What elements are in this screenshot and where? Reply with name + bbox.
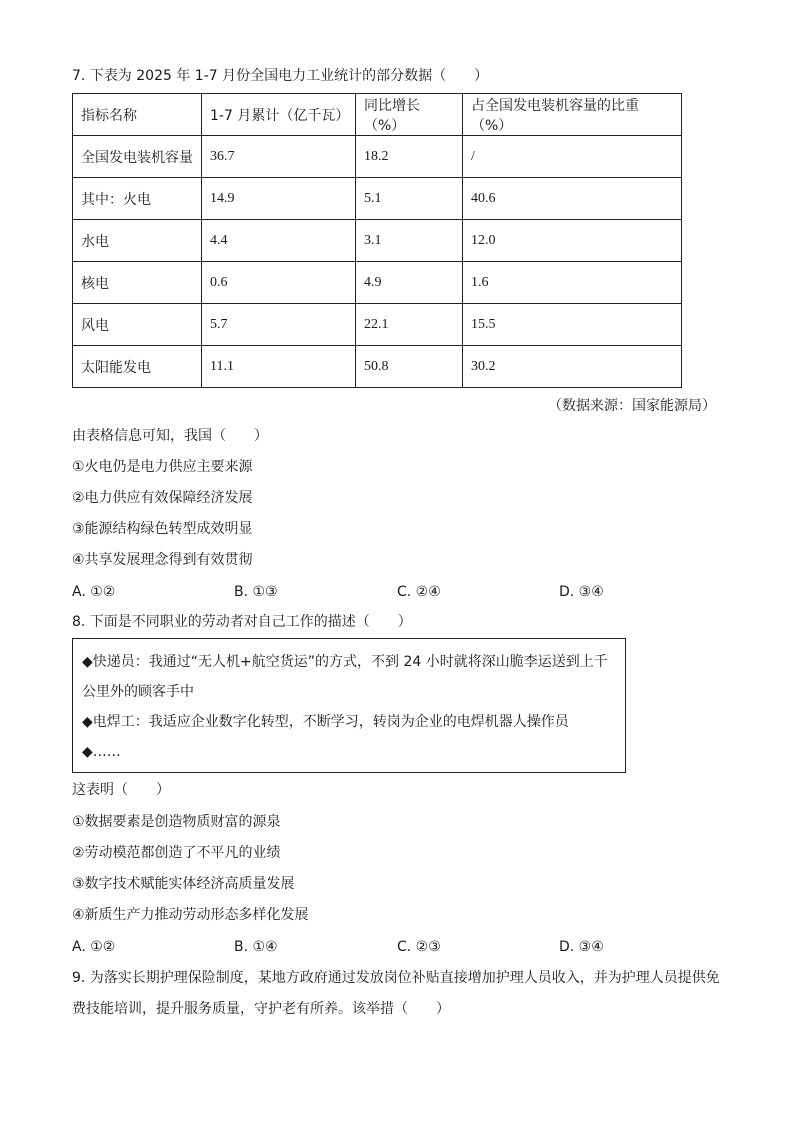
table-cell: 40.6: [463, 178, 682, 220]
q7-stem: 7. 下表为 2025 年 1-7 月份全国电力工业统计的部分数据（ ）: [72, 68, 489, 84]
q8-prompt: 这表明（ ）: [72, 782, 170, 798]
table-cell: 50.8: [356, 346, 463, 388]
table-cell: 核电: [73, 262, 202, 304]
table-cell: 太阳能发电: [73, 346, 202, 388]
table-row: [73, 304, 682, 346]
q9-stem-line: 费技能培训，提升服务质量，守护老有所养。该举措（ ）: [72, 1001, 450, 1017]
header-cell: 同比增长（%）: [356, 94, 463, 136]
option-c[interactable]: C. ②③: [397, 939, 441, 955]
box-line: ◆电焊工：我适应企业数字化转型，不断学习，转岗为企业的电焊机器人操作员: [82, 714, 569, 730]
option-d[interactable]: D. ③④: [559, 584, 604, 600]
q8-item: ④新质生产力推动劳动形态多样化发展: [72, 907, 309, 923]
data-source-note: （数据来源：国家能源局）: [548, 398, 716, 414]
header-cell: 占全国发电装机容量的比重（%）: [463, 94, 682, 136]
option-c[interactable]: C. ②④: [397, 584, 441, 600]
box-line: 公里外的顾客手中: [82, 684, 194, 700]
table-cell: 14.9: [202, 178, 356, 220]
q8-stem: 8. 下面是不同职业的劳动者对自己工作的描述（ ）: [72, 614, 412, 630]
q8-item: ③数字技术赋能实体经济高质量发展: [72, 876, 295, 892]
worker-quotes-box: [72, 638, 626, 773]
table-cell: 5.1: [356, 178, 463, 220]
table-cell: 1.6: [463, 262, 682, 304]
box-line: ◆快递员：我通过“无人机+航空货运”的方式，不到 24 小时就将深山脆李运送到上千: [82, 654, 608, 670]
table-header-row: [73, 94, 682, 136]
option-b[interactable]: B. ①④: [234, 939, 278, 955]
table-cell: 4.9: [356, 262, 463, 304]
table-row: [73, 262, 682, 304]
header-cell: 1-7 月累计（亿千瓦）: [202, 94, 356, 136]
q7-item: ②电力供应有效保障经济发展: [72, 490, 253, 506]
q7-item: ④共享发展理念得到有效贯彻: [72, 552, 253, 568]
table-cell: 30.2: [463, 346, 682, 388]
table-row: [73, 346, 682, 388]
q7-item: ③能源结构绿色转型成效明显: [72, 521, 253, 537]
table-cell: 0.6: [202, 262, 356, 304]
q7-item: ①火电仍是电力供应主要来源: [72, 459, 253, 475]
table-row: [73, 136, 682, 178]
table-cell: 其中：火电: [73, 178, 202, 220]
q8-item: ①数据要素是创造物质财富的源泉: [72, 814, 281, 830]
q8-item: ②劳动模范都创造了不平凡的业绩: [72, 845, 281, 861]
table-cell: 36.7: [202, 136, 356, 178]
header-cell: 指标名称: [73, 94, 202, 136]
option-a[interactable]: A. ①②: [72, 584, 116, 600]
table-cell: 风电: [73, 304, 202, 346]
table-cell: 15.5: [463, 304, 682, 346]
table-row: [73, 220, 682, 262]
table-cell: 4.4: [202, 220, 356, 262]
table-cell: 3.1: [356, 220, 463, 262]
table-cell: 12.0: [463, 220, 682, 262]
table-cell: 水电: [73, 220, 202, 262]
option-b[interactable]: B. ①③: [234, 584, 278, 600]
table-cell: 全国发电装机容量: [73, 136, 202, 178]
option-a[interactable]: A. ①②: [72, 939, 116, 955]
power-statistics-table: [72, 93, 682, 388]
table-cell: 11.1: [202, 346, 356, 388]
box-line: ◆……: [82, 744, 121, 760]
table-cell: 22.1: [356, 304, 463, 346]
table-row: [73, 178, 682, 220]
q9-stem-line: 9. 为落实长期护理保险制度，某地方政府通过发放岗位补贴直接增加护理人员收入，并为护理人员提供免: [72, 970, 720, 986]
q7-prompt: 由表格信息可知，我国（ ）: [72, 428, 268, 444]
table-cell: /: [463, 136, 682, 178]
table-cell: 5.7: [202, 304, 356, 346]
option-d[interactable]: D. ③④: [559, 939, 604, 955]
table-cell: 18.2: [356, 136, 463, 178]
